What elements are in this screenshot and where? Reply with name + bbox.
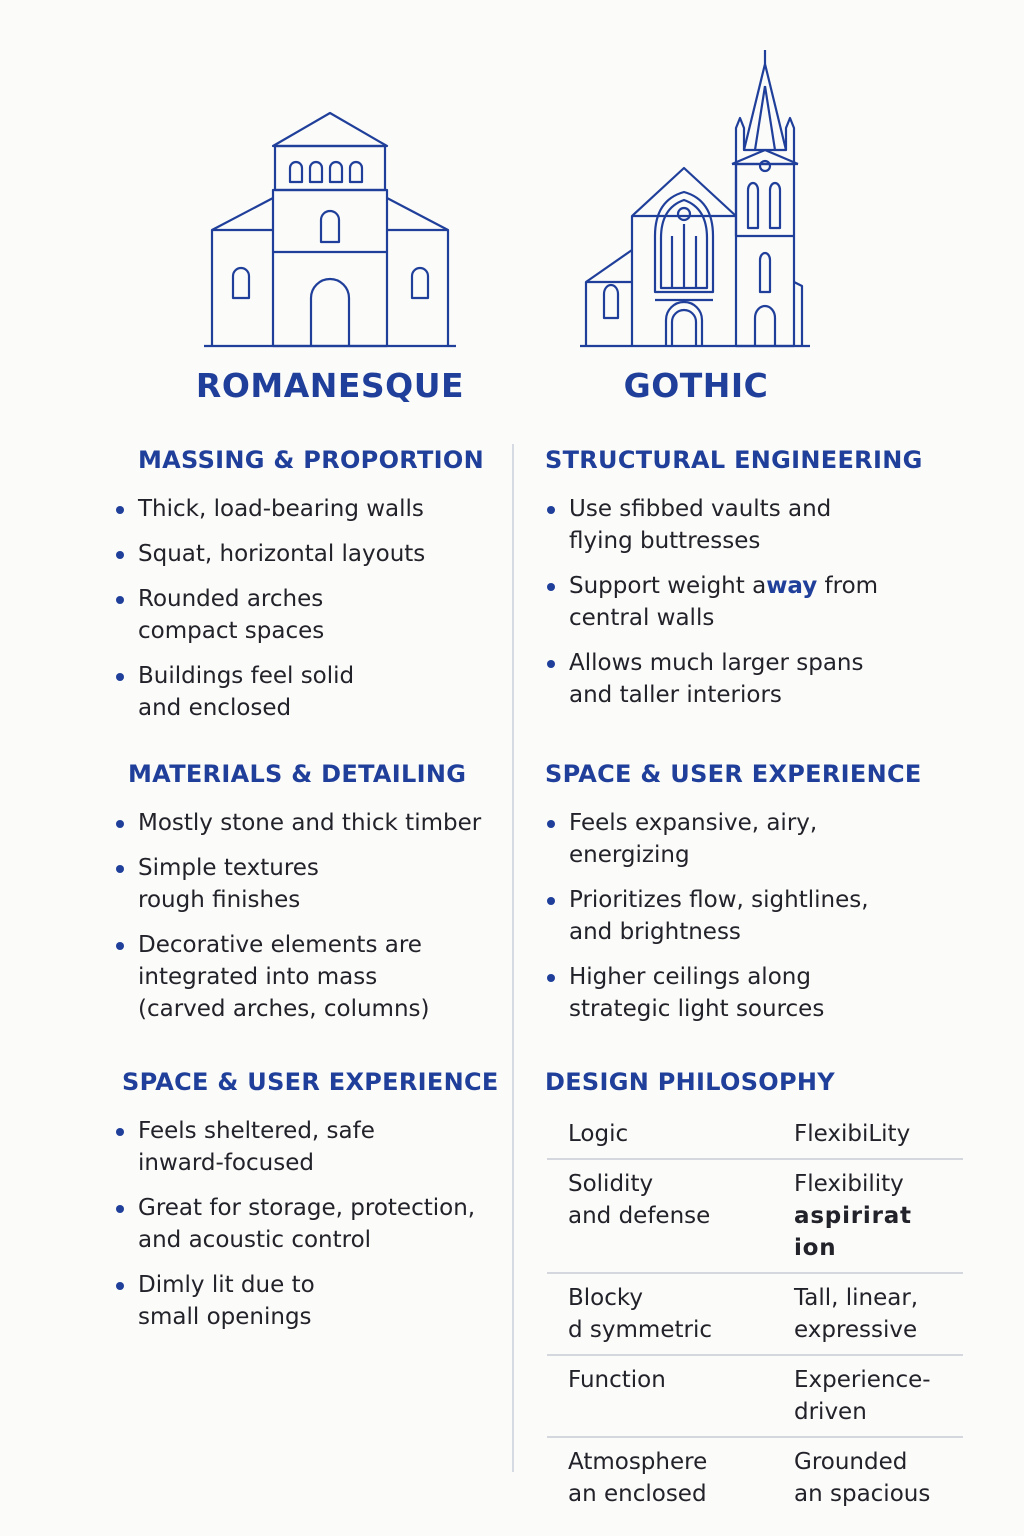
gothic-structural-section <box>545 446 923 474</box>
table-cell: Flexibility aspirirat ion <box>794 1171 912 1261</box>
gothic-space-section <box>545 760 922 788</box>
list-item: Decorative elements are integrated into mass (carved arches, columns) <box>112 929 481 1025</box>
design-philosophy-section <box>545 1068 835 1096</box>
list-item: Thick, load-bearing walls <box>112 493 425 525</box>
list-item: Allows much larger spans and taller interiors <box>543 647 878 711</box>
table-row <box>547 1273 963 1355</box>
section-heading: SPACE & USER EXPERIENCE <box>122 1068 499 1096</box>
romanesque-space-section <box>122 1068 499 1096</box>
list-item: Use sfibbed vaults and flying buttresses <box>543 493 878 557</box>
romanesque-massing-section <box>138 446 484 474</box>
list-item: Dimly lit due to small openings <box>112 1269 475 1333</box>
list-item: Mostly stone and thick timber <box>112 807 481 839</box>
list-item: Rounded arches compact spaces <box>112 583 425 647</box>
romanesque-church-icon <box>200 108 460 353</box>
table-cell: Blocky d symmetric <box>568 1285 712 1343</box>
list-item: Feels sheltered, safe inward-focused <box>112 1115 475 1179</box>
column-divider <box>512 444 514 1472</box>
gothic-title: GOTHIC <box>623 366 769 405</box>
section-heading: STRUCTURAL ENGINEERING <box>545 446 923 474</box>
gothic-space-list <box>543 794 869 1025</box>
gothic-cathedral-icon <box>580 46 810 351</box>
romanesque-materials-list <box>112 794 481 1025</box>
section-heading: MATERIALS & DETAILING <box>128 760 467 788</box>
table-cell: FlexibiLity <box>794 1121 911 1147</box>
table-cell: Function <box>568 1367 666 1393</box>
table-cell: Grounded an spacious <box>794 1449 931 1507</box>
list-item: Support weight away from central walls <box>543 570 878 634</box>
section-heading: MASSING & PROPORTION <box>138 446 484 474</box>
list-item: Feels expansive, airy, energizing <box>543 807 869 871</box>
table-row <box>547 1110 963 1159</box>
table-row <box>547 1159 963 1273</box>
list-item: Higher ceilings along strategic light sources <box>543 961 869 1025</box>
table-cell: Experience- driven <box>794 1367 931 1425</box>
list-item: Simple textures rough finishes <box>112 852 481 916</box>
romanesque-title: ROMANESQUE <box>195 366 465 405</box>
table-row <box>547 1355 963 1437</box>
romanesque-materials-section <box>128 760 466 788</box>
table-cell: Atmosphere an enclosed <box>568 1449 708 1507</box>
table-cell: Logic <box>568 1121 629 1147</box>
romanesque-massing-list <box>112 480 425 724</box>
design-philosophy-table <box>547 1110 963 1518</box>
section-heading: DESIGN PHILOSOPHY <box>545 1068 835 1096</box>
table-cell: Solidity and defense <box>568 1171 711 1229</box>
list-item: Prioritizes flow, sightlines, and brightness <box>543 884 869 948</box>
romanesque-space-list <box>112 1102 475 1333</box>
list-item: Great for storage, protection, and acoustic control <box>112 1192 475 1256</box>
table-cell: Tall, linear, expressive <box>794 1285 919 1343</box>
list-item: Squat, horizontal layouts <box>112 538 425 570</box>
gothic-structural-list <box>543 480 878 711</box>
list-item: Buildings feel solid and enclosed <box>112 660 425 724</box>
table-row <box>547 1437 963 1518</box>
section-heading: SPACE & USER EXPERIENCE <box>545 760 922 788</box>
